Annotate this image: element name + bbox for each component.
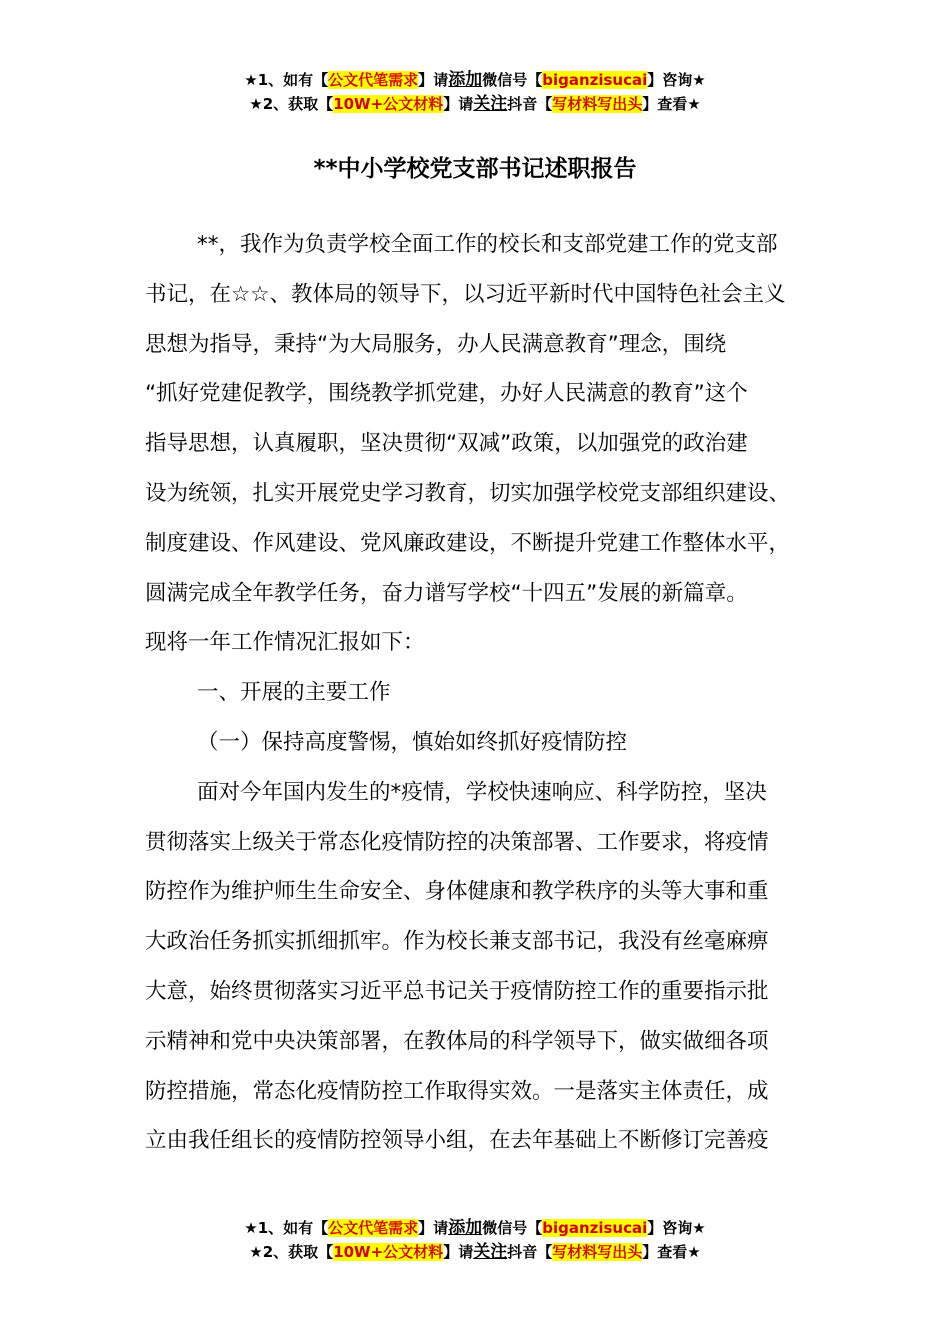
- paragraph-line: 现将一年工作情况汇报如下：: [145, 630, 425, 656]
- banner-line-1: ★1、如有【公文代笔需求】请添加微信号【biganzisucai】咨询★: [244, 1218, 706, 1238]
- paragraph-line: 思想为指导，秉持“为大局服务，办人民满意教育”理念，围绕: [145, 331, 727, 357]
- paragraph-line: 圆满完成全年教学任务，奋力谱写学校“十四五”发展的新篇章。: [145, 580, 748, 606]
- paragraph-line: 大政治任务抓实抓细抓牢。作为校长兼支部书记，我没有丝毫麻痹: [145, 929, 769, 955]
- paragraph-line: 大意，始终贯彻落实习近平总书记关于疫情防控工作的重要指示批: [145, 978, 769, 1004]
- paragraph-line: **，我作为负责学校全面工作的校长和支部党建工作的党支部: [197, 232, 778, 257]
- paragraph-line: 防控措施，常态化疫情防控工作取得实效。一是落实主体责任，成: [145, 1078, 769, 1104]
- paragraph-line: 书记，在☆☆、教体局的领导下，以习近平新时代中国特色社会主义: [145, 281, 786, 307]
- section-heading: 一、开展的主要工作: [197, 680, 391, 706]
- highlight-service: 公文代笔需求: [328, 71, 419, 89]
- highlight-wechat-id: biganzisucai: [542, 1219, 648, 1237]
- banner-line-2: ★2、获取【10W+公文材料】请关注抖音【写材料写出头】查看★: [249, 1242, 701, 1262]
- paragraph-line: 立由我任组长的疫情防控领导小组，在去年基础上不断修订完善疫: [145, 1128, 769, 1154]
- highlight-materials: 10W+公文材料: [333, 1243, 444, 1261]
- highlight-wechat-id: biganzisucai: [542, 71, 648, 89]
- paragraph-line: 面对今年国内发生的*疫情，学校快速响应、科学防控，坚决: [197, 779, 767, 805]
- banner-line-2: ★2、获取【10W+公文材料】请关注抖音【写材料写出头】查看★: [249, 94, 701, 114]
- banner-line-1: ★1、如有【公文代笔需求】请添加微信号【biganzisucai】咨询★: [244, 70, 706, 90]
- paragraph-line: 制度建设、作风建设、党风廉政建设，不断提升党建工作整体水平，: [145, 530, 791, 556]
- paragraph-line: 指导思想，认真履职，坚决贯彻“双减”政策，以加强党的政治建: [145, 431, 748, 457]
- paragraph-line: 设为统领，扎实开展党史学习教育，切实加强学校党支部组织建设、: [145, 480, 791, 506]
- document-title: **中小学校党支部书记述职报告: [313, 156, 637, 182]
- highlight-service: 公文代笔需求: [328, 1219, 419, 1237]
- paragraph-line: 贯彻落实上级关于常态化疫情防控的决策部署、工作要求，将疫情: [145, 829, 769, 855]
- document-body: [145, 220, 815, 1166]
- footer-banner: [0, 1216, 950, 1264]
- subsection-heading: （一）保持高度警惕，慎始如终抓好疫情防控: [197, 729, 628, 755]
- highlight-douyin: 写材料写出头: [552, 1243, 643, 1261]
- highlight-douyin: 写材料写出头: [552, 95, 643, 113]
- paragraph-line: 防控作为维护师生生命安全、身体健康和教学秩序的头等大事和重: [145, 879, 769, 905]
- header-banner: [0, 68, 950, 116]
- paragraph-line: 示精神和党中央决策部署，在教体局的科学领导下，做实做细各项: [145, 1028, 769, 1054]
- highlight-materials: 10W+公文材料: [333, 95, 444, 113]
- paragraph-line: “抓好党建促教学，围绕教学抓党建，办好人民满意的教育”这个: [145, 381, 748, 407]
